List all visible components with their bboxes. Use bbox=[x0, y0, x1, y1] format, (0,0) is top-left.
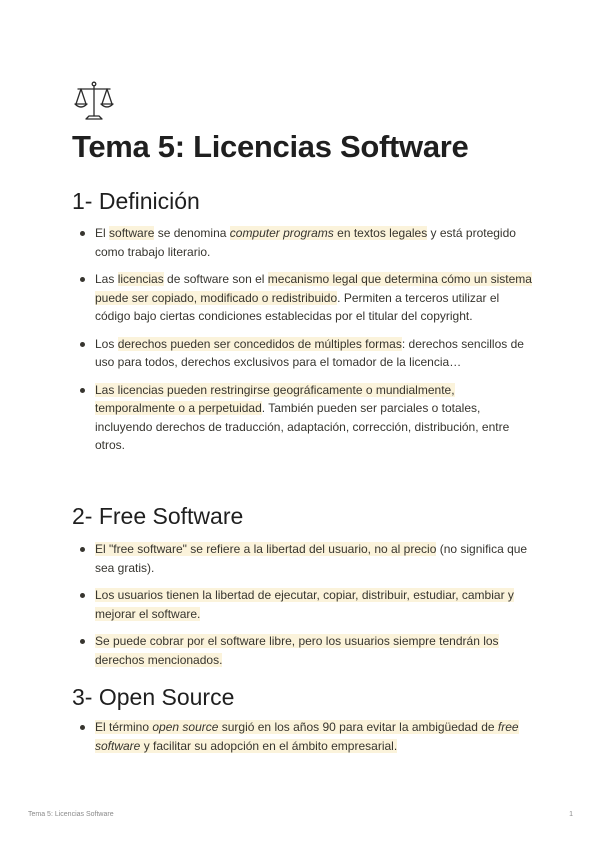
section-list-definicion bbox=[72, 224, 532, 464]
list-item bbox=[72, 718, 532, 755]
footer-page-number: 1 bbox=[569, 811, 573, 818]
text-run: se denomina bbox=[154, 226, 230, 240]
text-run: Las licencias pueden restringirse geográficamente o mundialmente, temporalmente o a perpetuidad bbox=[95, 382, 455, 415]
text-run: derechos pueden ser concedidos de múltiples formas bbox=[117, 336, 402, 351]
list-item bbox=[72, 540, 532, 577]
text-run: en textos legales bbox=[333, 226, 428, 240]
section-heading-free-software: 2- Free Software bbox=[72, 503, 244, 529]
text-run: Los bbox=[95, 336, 118, 351]
text-run: Las bbox=[95, 272, 118, 286]
list-item bbox=[72, 632, 532, 669]
text-run: y facilitar su adopción en el ámbito empresarial. bbox=[140, 738, 398, 753]
text-run: : derechos sencillos de uso para todos, derechos exclusivos para el tomador de la licencia… bbox=[95, 336, 524, 369]
text-run: computer programs bbox=[229, 226, 334, 240]
text-run: . Permiten a terceros utilizar el código bajo ciertas condiciones establecidas por el titular del copyright. bbox=[95, 290, 500, 323]
footer-document-title: Tema 5: Licencias Software bbox=[28, 811, 114, 818]
text-run: free software bbox=[95, 720, 519, 753]
list-item bbox=[72, 335, 532, 372]
text-run: . También pueden ser parciales o totales, incluyendo derechos de traducción, adaptación, corrección, distribución, entre otros. bbox=[95, 401, 510, 452]
list-item bbox=[72, 381, 532, 455]
section-list-free-software bbox=[72, 540, 532, 678]
text-run: y está protegido como trabajo literario. bbox=[95, 226, 516, 259]
section-heading-open-source: 3- Open Source bbox=[72, 684, 235, 710]
list-item bbox=[72, 586, 532, 623]
text-run: software bbox=[109, 226, 155, 240]
text-run: de software son el bbox=[163, 272, 268, 286]
text-run: (no significa que sea gratis). bbox=[95, 542, 528, 575]
text-run: Se puede cobrar por el software libre, pero los usuarios siempre tendrán los derechos mencionados. bbox=[95, 634, 499, 667]
text-run: surgió en los años 90 para evitar la ambigüedad de bbox=[218, 720, 498, 734]
list-item bbox=[72, 270, 532, 326]
balance-scale-icon bbox=[72, 78, 116, 122]
text-run: El "free software" se refiere a la libertad del usuario, no al precio bbox=[95, 542, 437, 556]
text-run: mecanismo legal que determina cómo un sistema puede ser copiado, modificado o redistribuido bbox=[95, 272, 532, 305]
text-run: Los usuarios tienen la libertad de ejecutar, copiar, distribuir, estudiar, cambiar y mejorar el software. bbox=[95, 588, 514, 621]
list-item bbox=[72, 224, 532, 261]
text-run: open source bbox=[152, 720, 219, 734]
text-run: licencias bbox=[117, 272, 164, 286]
text-run: El término bbox=[95, 720, 153, 734]
section-list-open-source bbox=[72, 718, 532, 764]
page-title: Tema 5: Licencias Software bbox=[72, 129, 469, 164]
text-run: El bbox=[95, 226, 110, 240]
section-heading-definicion: 1- Definición bbox=[72, 188, 200, 214]
